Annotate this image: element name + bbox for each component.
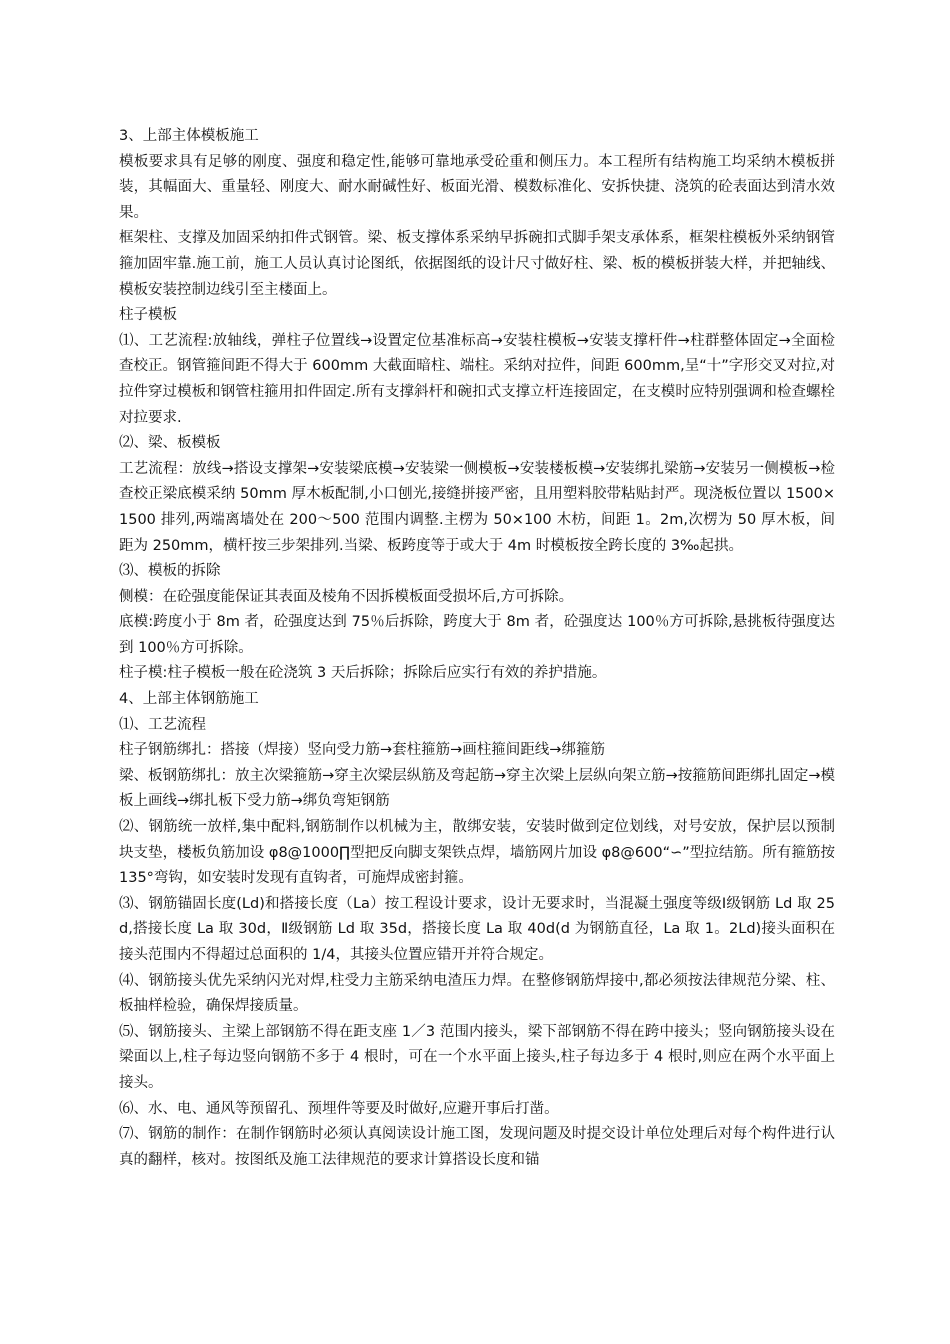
paragraph-rebar-layout: ⑵、钢筋统一放样,集中配料,钢筋制作以机械为主，散绑安装，安装时做到定位划线，对号安放，保护层以预制块支垫，楼板负筋加设 φ8@1000∏型把反向脚支架铁点焊，墙筋网片加设 φ8@600“∽”型拉结筋。所有箍筋按 135°弯钩，如安装时发现有直钩者，可施焊成密封箍。 [119, 819, 835, 887]
paragraph-anchorage-length: ⑶、钢筋锚固长度(Ld)和搭接长度（La）按工程设计要求，设计无要求时，当混凝土强度等级Ⅰ级钢筋 Ld 取 25d,搭接长度 La 取 30d，Ⅱ级钢筋 Ld 取 35d，搭接长度 La 取 40d(d 为钢筋直径，La 取 1。2Ld)接头面积在接头范围内不得超过总面积的 1/4，其接头位置应错开并符合规定。 [119, 895, 835, 963]
paragraph-rebar-welding: ⑷、钢筋接头优先采纳闪光对焊,柱受力主筋采纳电渣压力焊。在整修钢筋焊接中,都必须按法律规范分梁、柱、板抽样检验，确保焊接质量。 [119, 972, 835, 1015]
paragraph-side-formwork: 侧模：在砼强度能保证其表面及棱角不因拆模板面受损坏后,方可拆除。 [119, 588, 574, 605]
section-heading-4: 4、上部主体钢筋施工 [119, 691, 259, 708]
subheading-rebar-process: ⑴、工艺流程 [119, 716, 206, 733]
paragraph-column-rebar-binding: 柱子钢筋绑扎：搭接（焊接）竖向受力筋→套柱箍筋→画柱箍间距线→绑箍筋 [119, 742, 605, 759]
paragraph-column-process: ⑴、工艺流程:放轴线，弹柱子位置线→设置定位基准标高→安装柱模板→安装支撑杆件→柱群整体固定→全面检查校正。钢管箍间距不得大于 600mm 大截面暗柱、端柱。采纳对拉件，间距 600mm,呈“十”字形交叉对拉,对拉件穿过模板和钢管柱箍用扣件固定.所有支撑斜杆和碗扣式支撑立杆连接固定，在支模时应特别强调和检查螺栓对拉要求. [119, 332, 835, 426]
paragraph-embedded-parts: ⑹、水、电、通风等预留孔、预埋件等要及时做好,应避开事后打凿。 [119, 1100, 559, 1117]
subheading-beam-slab-formwork: ⑵、梁、板模板 [119, 435, 221, 452]
paragraph-formwork-requirements: 模板要求具有足够的刚度、强度和稳定性,能够可靠地承受砼重和侧压力。本工程所有结构施工均采纳木模板拼装，其幅面大、重量轻、刚度大、耐水耐碱性好、板面光滑、模数标准化、安拆快捷、浇筑的砼表面达到清水效果。 [119, 153, 835, 221]
paragraph-rebar-joints: ⑸、钢筋接头、主梁上部钢筋不得在距支座 1／3 范围内接头，梁下部钢筋不得在跨中接头；竖向钢筋接头设在梁面以上,柱子每边竖向钢筋不多于 4 根时，可在一个水平面上接头,柱子每边多于 4 根时,则应在两个水平面上接头。 [119, 1023, 835, 1091]
section-heading-3: 3、上部主体模板施工 [119, 128, 259, 144]
document-page [119, 124, 835, 1173]
paragraph-bottom-formwork: 底模:跨度小于 8m 者，砼强度达到 75％后拆除，跨度大于 8m 者，砼强度达 100％方可拆除,悬挑板待强度达到 100％方可拆除。 [119, 614, 835, 656]
paragraph-column-formwork-removal: 柱子模:柱子模板一般在砼浇筑 3 天后拆除；拆除后应实行有效的养护措施。 [119, 665, 607, 682]
paragraph-beam-slab-rebar-binding: 梁、板钢筋绑扎：放主次梁箍筋→穿主次梁层纵筋及弯起筋→穿主次梁上层纵向架立筋→按箍筋间距绑扎固定→模板上画线→绑扎板下受力筋→绑负弯矩钢筋 [119, 767, 835, 810]
paragraph-rebar-fabrication: ⑺、钢筋的制作：在制作钢筋时必须认真阅读设计施工图，发现问题及时提交设计单位处理后对每个构件进行认真的翻样，核对。按图纸及施工法律规范的要求计算搭设长度和锚 [119, 1126, 835, 1168]
subheading-column-formwork: 柱子模板 [119, 307, 177, 324]
subheading-formwork-removal: ⑶、模板的拆除 [119, 563, 221, 580]
paragraph-frame-columns: 框架柱、支撑及加固采纳扣件式钢管。梁、板支撑体系采纳早拆碗扣式脚手架支承体系，框架柱模板外采纳钢管箍加固牢靠.施工前，施工人员认真讨论图纸，依据图纸的设计尺寸做好柱、梁、板的模板拼装大样，并把轴线、模板安装控制边线引至主楼面上。 [119, 230, 835, 298]
paragraph-beam-slab-process: 工艺流程：放线→搭设支撑架→安装梁底模→安装梁一侧模板→安装楼板模→安装绑扎梁筋→安装另一侧模板→检查校正梁底模采纳 50mm 厚木板配制,小口刨光,接缝拼接严密，且用塑料胶带粘贴封严。现浇板位置以 1500×1500 排列,两端离墙处在 200～500 范围内调整.主楞为 50×100 木枋，间距 1。2m,次楞为 50 厚木板，间距为 250mm，横杆按三步架排列.当梁、板跨度等于或大于 4m 时模板按全跨长度的 3‰起拱。 [119, 460, 835, 554]
